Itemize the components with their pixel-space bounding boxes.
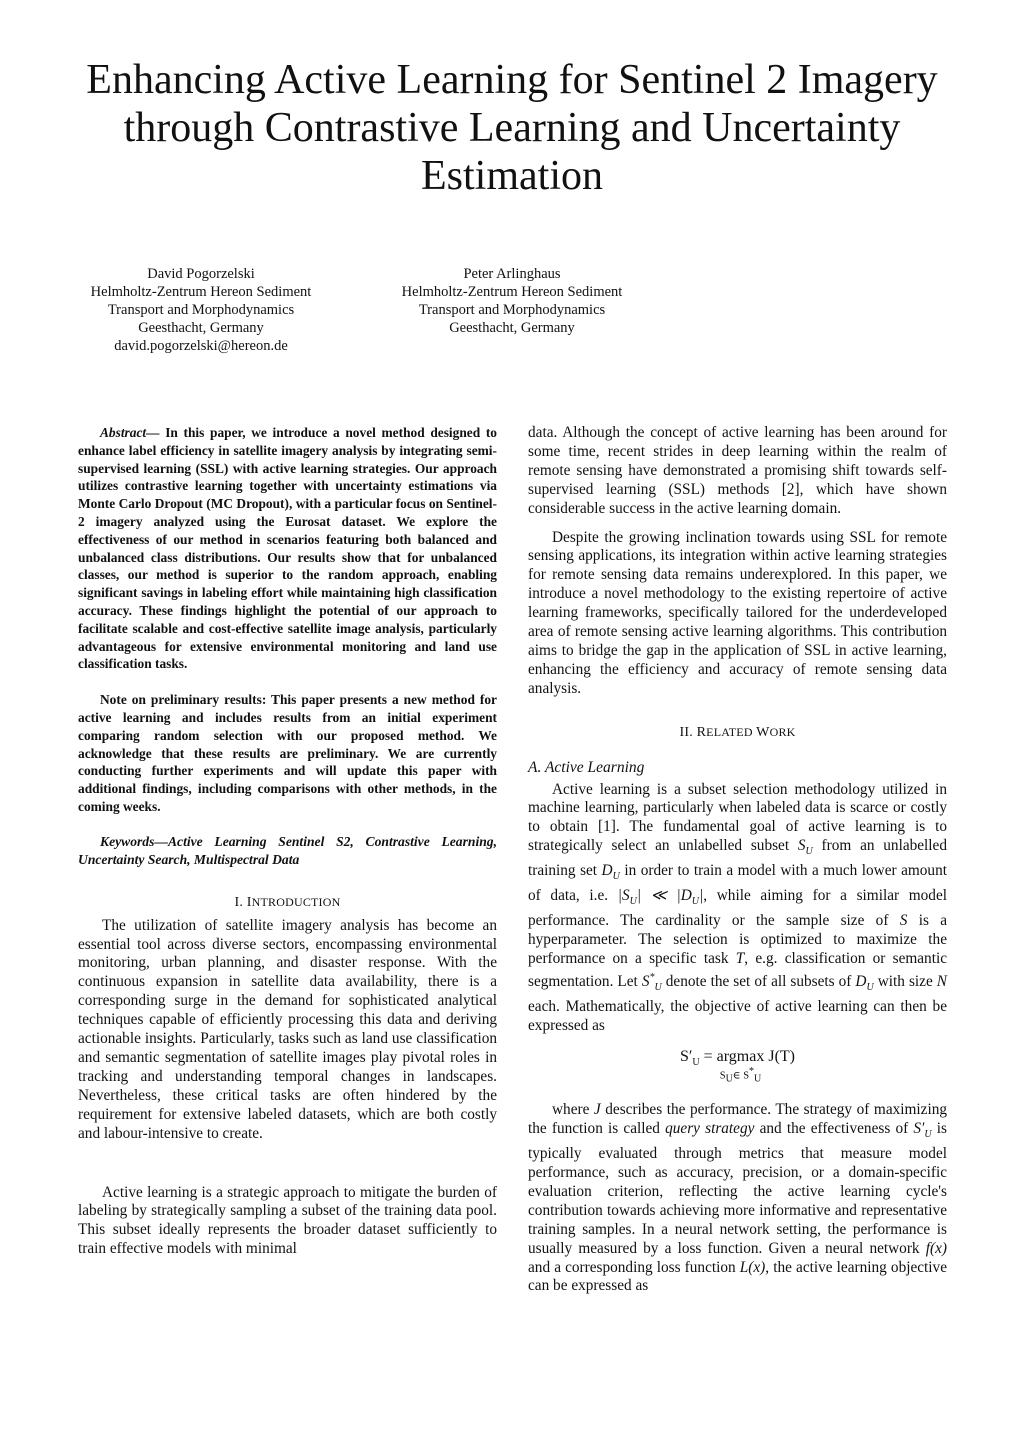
paper-title: Enhancing Active Learning for Sentinel 2 Imagery through Contrastive Learning and Uncertainty Estimation [86, 57, 938, 199]
author-affiliation: Helmholtz-Zentrum Hereon Sediment [401, 284, 623, 300]
author-email: david.pogorzelski@hereon.de [114, 338, 288, 354]
author-affiliation: Transport and Morphodynamics [418, 302, 606, 318]
abstract-label: Abstract— [100, 425, 160, 440]
equation-objective: $S'_U = argmax$ $S_U\in$ $S^*_U$ J(T) [679, 1047, 795, 1085]
abstract-text: In this paper, we introduce a novel method designed to enhance label efficiency in satellite imagery analysis by integrating semi-supervised learning (SSL) with active learning strategies. Our approach utilizes contrastive learning together with uncertainty estimations via Monte Carlo Dropout (MC Dropout), with a particular focus on Sentinel-2 imagery analyzed using the Eurosat dataset. We explore the effectiveness of our method in scenarios featuring both balanced and unbalanced class distributions. Our results show that for unbalanced classes, our method is superior to the random approach, enabling significant savings in labeling effort while maintaining high classification accuracy. These findings highlight the potential of our approach to facilitate scalable and cost-effective satellite image analysis, particularly advantageous for extensive environmental monitoring and land use classification tasks. [78, 425, 497, 672]
author-affiliation: Helmholtz-Zentrum Hereon Sediment [90, 284, 312, 300]
author-location: Geesthacht, Germany [449, 320, 575, 336]
intro-paragraph-2: Active learning is a strategic approach to mitigate the burden of labeling by strategically sampling a subset of the training data pool. This subset ideally represents the broader dataset sufficiently to train effective models with minimal [78, 1183, 497, 1258]
author-location: Geesthacht, Germany [138, 320, 264, 336]
related-work-paragraph-1: Active learning is a subset selection methodology utilized in machine learning, particularly when labeled data is scarce or costly to obtain [1]. The fundamental goal of active learning is to strategically select an unlabelled subset $S_U$ from an unlabelled training set $D_U$ in order to train a model with a much lower amount of data, i.e. $|S_U|$ ≪ $|D_U|$, while aiming for a similar model performance. The cardinality or the sample size of S is a hyperparameter. The selection is optimized to maximize the performance on a specific task T, e.g. classification or semantic segmentation. Let $S^*_U$ denote the set of all subsets of $D_U$ with size N each. Mathematically, the objective of active learning can then be expressed as [528, 780, 947, 1034]
intro-paragraph-1: The utilization of satellite imagery analysis has become an essential tool across diverse sectors, encompassing environmental monitoring, urban planning, and disaster response. With the continuous expansion in satellite data availability, there is a corresponding surge in the demand for sophisticated analytical techniques capable of efficiently processing this data and deriving actionable insights. Particularly, tasks such as land use classification and semantic segmentation of satellite images play pivotal roles in tracking and understanding temporal changes in landscapes. Nevertheless, these critical tasks are often hindered by the requirement for extensive labeled datasets, which are both costly and labour-intensive to create. [78, 916, 497, 1142]
intro-paragraph-2-continued: data. Although the concept of active learning has been around for some time, recent strides in deep learning within the realm of remote sensing have demonstrated a promising shift towards self-supervised learning (SSL) methods [2], which have shown considerable success in the active learning domain. [528, 424, 947, 517]
abstract [78, 424, 497, 673]
related-work-paragraph-2: where J describes the performance. The strategy of maximizing the function is called query strategy and the effectiveness of $S'_U$ is typically evaluated through metrics that measure model performance, such as accuracy, precision, or a domain-specific evaluation criterion, reflecting the active learning cycle's contribution towards achieving more informative and representative training samples. In a neural network setting, the performance is usually measured by a loss function. Given a neural network f(x) and a corresponding loss function L(x), the active learning objective can be expressed as [528, 1101, 948, 1295]
author-name: Peter Arlinghaus [463, 266, 561, 282]
author-affiliation: Transport and Morphodynamics [107, 302, 295, 318]
author-block-1 [41, 265, 361, 355]
section-heading-related-work: II. RELATED WORK [679, 724, 796, 740]
preliminary-note: Note on preliminary results: This paper presents a new method for active learning and includes results from an initial experiment comparing random selection with our proposed method. We acknowledge that these results are preliminary. We are currently conducting further experiments and will update this paper with additional findings, including comparisons with other methods, in the coming weeks. [78, 692, 497, 814]
author-name: David Pogorzelski [147, 266, 255, 282]
keywords: Keywords—Active Learning Sentinel S2, Contrastive Learning, Uncertainty Search, Multispectral Data [78, 833, 497, 867]
author-block-2 [352, 265, 672, 337]
intro-paragraph-3: Despite the growing inclination towards using SSL for remote sensing applications, its integration within active learning strategies for remote sensing data remains underexplored. In this paper, we introduce a novel methodology to the existing repertoire of active learning frameworks, specifically tailored for the underdeveloped area of remote sensing active learning algorithms. This contribution aims to bridge the gap in the application of SSL in active learning, enhancing the efficiency and accuracy of remote sensing data analysis. [528, 528, 947, 697]
right-column [528, 424, 947, 1296]
subsection-heading-active-learning: A. Active Learning [528, 758, 645, 776]
left-column [78, 424, 497, 1259]
section-heading-introduction: I. INTRODUCTION [234, 894, 341, 910]
